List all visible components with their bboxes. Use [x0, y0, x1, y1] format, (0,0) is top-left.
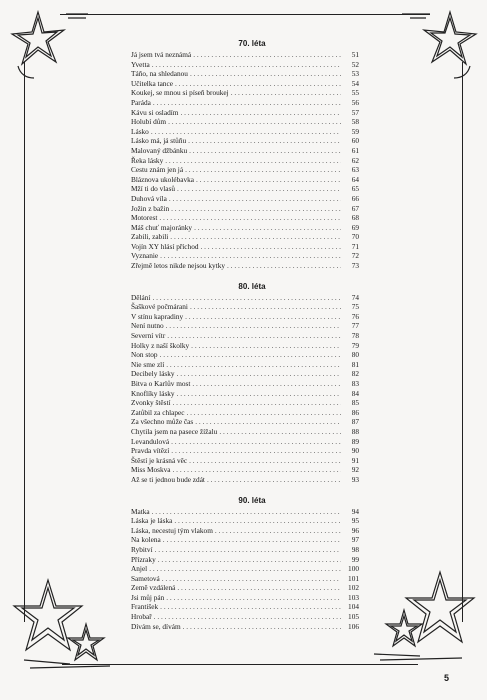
entry-page: 70: [351, 232, 359, 242]
dot-leader: [215, 526, 341, 536]
star-ornament-bottom-left: [10, 576, 120, 676]
toc-entry: [131, 136, 359, 146]
entry-title: Severní vítr: [131, 331, 166, 341]
entry-title: Vojín XY hlásí příchod: [131, 241, 199, 251]
entry-page: 71: [351, 241, 359, 251]
section-heading: 80. léta: [238, 281, 266, 291]
entry-page: 103: [348, 592, 359, 602]
entry-page: 68: [351, 213, 359, 223]
dot-leader: [227, 261, 341, 271]
dot-leader: [192, 379, 341, 389]
toc-entry: [131, 194, 359, 204]
entry-title: Na kolena: [131, 535, 161, 545]
toc-entry: [131, 213, 359, 223]
entry-title: Dívám se, dívám: [131, 621, 181, 631]
toc-entry: [131, 456, 359, 466]
dot-leader: [191, 341, 341, 351]
dot-leader: [155, 545, 341, 555]
toc-entry: [131, 398, 359, 408]
star-ornament-top-right: [400, 6, 480, 86]
entry-page: 76: [351, 311, 359, 321]
entry-title: František: [131, 602, 159, 612]
toc-entry: [131, 98, 359, 108]
dot-leader: [159, 213, 341, 223]
dot-leader: [171, 204, 341, 214]
dot-leader: [175, 79, 341, 89]
entry-title: Matka: [131, 506, 150, 516]
entry-page: 94: [351, 506, 359, 516]
toc-entry: [131, 564, 359, 574]
dot-leader: [195, 417, 341, 427]
entry-title: Sametová: [131, 573, 160, 583]
entry-page: 73: [351, 261, 359, 271]
toc-entry: [131, 312, 359, 322]
dot-leader: [188, 136, 341, 146]
entry-page: 54: [351, 78, 359, 88]
entry-title: Až se ti jednou bude zdát: [131, 474, 205, 484]
toc-entry: [131, 108, 359, 118]
entry-title: Vyznanie: [131, 251, 159, 261]
dot-leader: [171, 437, 341, 447]
entry-title: Duhová víla: [131, 193, 167, 203]
entry-title: Levandulová: [131, 436, 170, 446]
toc-entry: [131, 261, 359, 271]
entry-title: Země vzdálená: [131, 583, 176, 593]
entry-page: 59: [351, 126, 359, 136]
dot-leader: [180, 108, 341, 118]
entry-page: 104: [348, 602, 359, 612]
entry-page: 83: [351, 379, 359, 388]
entry-title: Učitelka tance: [131, 78, 173, 88]
toc-entry: [131, 612, 359, 622]
toc-entry: [131, 156, 359, 166]
toc-entry: [131, 293, 359, 303]
dot-leader: [160, 251, 341, 261]
entry-title: Štěstí je krásná věc: [131, 455, 188, 465]
entry-page: 57: [351, 107, 359, 117]
entry-title: Chytila jsem na pasece žížalu: [131, 426, 218, 436]
entry-title: Nie sme zlí: [131, 359, 165, 369]
entry-title: Já jsem tvá neznámá: [131, 50, 192, 59]
toc-entry: [131, 583, 359, 593]
toc-entry: [131, 341, 359, 351]
toc-entry: [131, 389, 359, 399]
entry-page: 56: [351, 97, 359, 107]
toc-entry: [131, 165, 359, 175]
entry-title: Jožin z bažin: [131, 203, 170, 213]
dot-leader: [196, 175, 341, 185]
entry-page: 88: [351, 426, 359, 436]
toc-entry: [131, 350, 359, 360]
star-ornament-top-left: [8, 6, 88, 86]
entry-page: 102: [348, 583, 359, 593]
entry-page: 81: [351, 359, 359, 369]
toc-entry: [131, 545, 359, 555]
entry-title: Jsi můj pán: [131, 592, 165, 602]
toc-entry: [131, 321, 359, 331]
entry-title: Yvetta: [131, 59, 150, 69]
toc-entry: [131, 60, 359, 70]
entry-title: Přízraky: [131, 554, 156, 564]
entry-title: Holubí dům: [131, 117, 167, 127]
entry-title: Mží ti do vlasů: [131, 184, 175, 194]
dot-leader: [186, 408, 341, 418]
dot-leader: [163, 535, 341, 545]
dot-leader: [174, 516, 341, 526]
entry-title: Cestu znám jen já: [131, 165, 184, 175]
entry-title: Paráda: [131, 97, 151, 107]
dot-leader: [190, 302, 341, 312]
toc-entry: [131, 184, 359, 194]
entry-page: 69: [351, 222, 359, 232]
toc-entry: [131, 69, 359, 79]
toc-entry: [131, 223, 359, 233]
toc-entry: [131, 302, 359, 312]
entry-page: 84: [351, 388, 359, 398]
entry-title: Anjel: [131, 564, 148, 574]
entry-page: 91: [351, 455, 359, 465]
entry-page: 98: [351, 544, 359, 554]
dot-leader: [170, 232, 341, 242]
entry-page: 90: [351, 446, 359, 456]
entry-page: 75: [351, 302, 359, 312]
dot-leader: [231, 88, 341, 98]
dot-leader: [193, 50, 341, 60]
star-ornament-bottom-right: [370, 560, 480, 672]
entry-page: 86: [351, 407, 359, 417]
toc-section-70s: [131, 38, 359, 271]
toc-entry: [131, 379, 359, 389]
toc-entry: [131, 204, 359, 214]
dot-leader: [158, 555, 341, 565]
entry-page: 78: [351, 331, 359, 341]
entry-page: 66: [351, 193, 359, 203]
entry-page: 61: [351, 145, 359, 155]
dot-leader: [177, 184, 341, 194]
toc-entry: [131, 427, 359, 437]
entry-page: 55: [351, 88, 359, 98]
toc-entry: [131, 446, 359, 456]
entry-title: Zřejmě letos nikde nejsou kytky: [131, 261, 226, 271]
entry-page: 65: [351, 184, 359, 194]
entry-title: Non stop: [131, 350, 158, 360]
toc-entry: [131, 574, 359, 584]
dot-leader: [189, 146, 341, 156]
toc-entry: [131, 602, 359, 612]
entry-title: V stínu kapradiny: [131, 311, 184, 321]
entry-page: 52: [351, 59, 359, 69]
entry-page: 64: [351, 174, 359, 184]
toc-entry: [131, 526, 359, 536]
entry-page: 74: [351, 292, 359, 302]
section-heading: 90. léta: [238, 495, 266, 505]
entry-title: Táňo, na shledanou: [131, 69, 188, 79]
dot-leader: [152, 60, 341, 70]
frame-left-rule: [24, 62, 25, 622]
entry-page: 89: [351, 436, 359, 446]
entry-page: 63: [351, 165, 359, 175]
section-heading: 70. léta: [238, 39, 266, 48]
entry-title: Lásko má, já stůňu: [131, 136, 187, 146]
toc-entry: [131, 437, 359, 447]
entry-page: 105: [348, 612, 359, 622]
dot-leader: [185, 312, 341, 322]
entry-page: 53: [351, 69, 359, 79]
dot-leader: [173, 465, 341, 475]
entry-title: Zabili, zabili: [131, 232, 169, 242]
entry-page: 51: [351, 50, 359, 59]
toc-entry: [131, 593, 359, 603]
dot-leader: [151, 127, 341, 137]
dot-leader: [185, 165, 341, 175]
entry-title: Šaškové počmárani: [131, 302, 188, 312]
entry-page: 72: [351, 251, 359, 261]
entry-page: 101: [348, 573, 359, 583]
toc-entry: [131, 622, 359, 632]
entry-title: Miss Moskva: [131, 465, 171, 475]
toc-entry: [131, 242, 359, 252]
dot-leader: [149, 564, 341, 574]
entry-page: 85: [351, 398, 359, 408]
toc-entry: [131, 507, 359, 517]
entry-page: 100: [348, 564, 359, 574]
entry-page: 97: [351, 535, 359, 545]
toc-entry: [131, 555, 359, 565]
toc-entry: [131, 175, 359, 185]
entry-title: Hrobař: [131, 612, 152, 622]
entry-title: Láska, necestuj tým vlakom: [131, 525, 213, 535]
entry-title: Za všechno může čas: [131, 417, 194, 427]
dot-leader: [177, 583, 341, 593]
toc-entry: [131, 146, 359, 156]
entry-page: 77: [351, 321, 359, 331]
entry-title: Řeka lásky: [131, 155, 164, 165]
dot-leader: [166, 321, 341, 331]
entry-title: Knoflíky lásky: [131, 388, 175, 398]
entry-title: Decibely lásky: [131, 369, 175, 379]
dot-leader: [189, 456, 341, 466]
entry-page: 93: [351, 474, 359, 484]
dot-leader: [177, 369, 341, 379]
entry-page: 106: [348, 621, 359, 631]
dot-leader: [168, 117, 341, 127]
dot-leader: [166, 593, 341, 603]
entry-page: 58: [351, 117, 359, 127]
toc-section-90s: [131, 495, 359, 632]
dot-leader: [177, 389, 341, 399]
dot-leader: [160, 350, 341, 360]
toc-entry: [131, 117, 359, 127]
entry-page: 87: [351, 417, 359, 427]
entry-title: Rybitví: [131, 544, 153, 554]
toc-entry: [131, 408, 359, 418]
dot-leader: [171, 446, 341, 456]
entry-page: 92: [351, 465, 359, 475]
dot-leader: [183, 622, 341, 632]
entry-page: 62: [351, 155, 359, 165]
entry-title: Lásko: [131, 126, 149, 136]
entry-page: 82: [351, 369, 359, 379]
toc-entry: [131, 232, 359, 242]
entry-title: Motorest: [131, 213, 158, 223]
entry-title: Pravda vítězí: [131, 446, 170, 456]
entry-page: 67: [351, 203, 359, 213]
dot-leader: [160, 602, 341, 612]
dot-leader: [190, 69, 341, 79]
entry-title: Bitva o Karlův most: [131, 379, 191, 388]
dot-leader: [162, 574, 341, 584]
entry-title: Malovaný džbánku: [131, 145, 188, 155]
table-of-contents: [131, 38, 359, 641]
entry-title: Zatůbil za chlapec: [131, 407, 185, 417]
entry-title: Dělání: [131, 292, 151, 302]
toc-entry: [131, 251, 359, 261]
dot-leader: [173, 398, 341, 408]
toc-entry: [131, 369, 359, 379]
toc-entry: [131, 127, 359, 137]
entry-title: Kávu si osladím: [131, 107, 179, 117]
entry-page: 60: [351, 136, 359, 146]
entry-page: 80: [351, 350, 359, 360]
entry-title: Koukej, se mnou si píseň broukej: [131, 88, 229, 98]
toc-entry: [131, 535, 359, 545]
entry-title: Není nutno: [131, 321, 164, 331]
dot-leader: [154, 612, 341, 622]
toc-entry: [131, 50, 359, 60]
entry-title: Zvonky štěstí: [131, 398, 171, 408]
entry-title: Máš chuť majoránky: [131, 222, 193, 232]
dot-leader: [207, 475, 341, 485]
dot-leader: [166, 360, 341, 370]
dot-leader: [165, 156, 341, 166]
dot-leader: [201, 242, 342, 252]
frame-right-rule: [462, 62, 463, 622]
frame-top-rule: [60, 14, 430, 15]
dot-leader: [167, 331, 341, 341]
toc-entry: [131, 417, 359, 427]
entry-page: 79: [351, 340, 359, 350]
toc-entry: [131, 475, 359, 485]
dot-leader: [153, 98, 341, 108]
toc-entry: [131, 331, 359, 341]
dot-leader: [219, 427, 341, 437]
toc-section-80s: [131, 281, 359, 485]
page-number: 5: [443, 673, 449, 683]
dot-leader: [169, 194, 341, 204]
entry-title: Láska je láska: [131, 516, 173, 526]
toc-entry: [131, 516, 359, 526]
toc-entry: [131, 360, 359, 370]
entry-title: Bláznova ukolébavka: [131, 174, 195, 184]
toc-entry: [131, 79, 359, 89]
toc-entry: [131, 88, 359, 98]
entry-title: Holky z naší školky: [131, 340, 190, 350]
entry-page: 96: [351, 525, 359, 535]
entry-page: 95: [351, 516, 359, 526]
entry-page: 99: [351, 554, 359, 564]
toc-entry: [131, 465, 359, 475]
dot-leader: [152, 293, 341, 303]
dot-leader: [152, 507, 341, 517]
dot-leader: [194, 223, 341, 233]
